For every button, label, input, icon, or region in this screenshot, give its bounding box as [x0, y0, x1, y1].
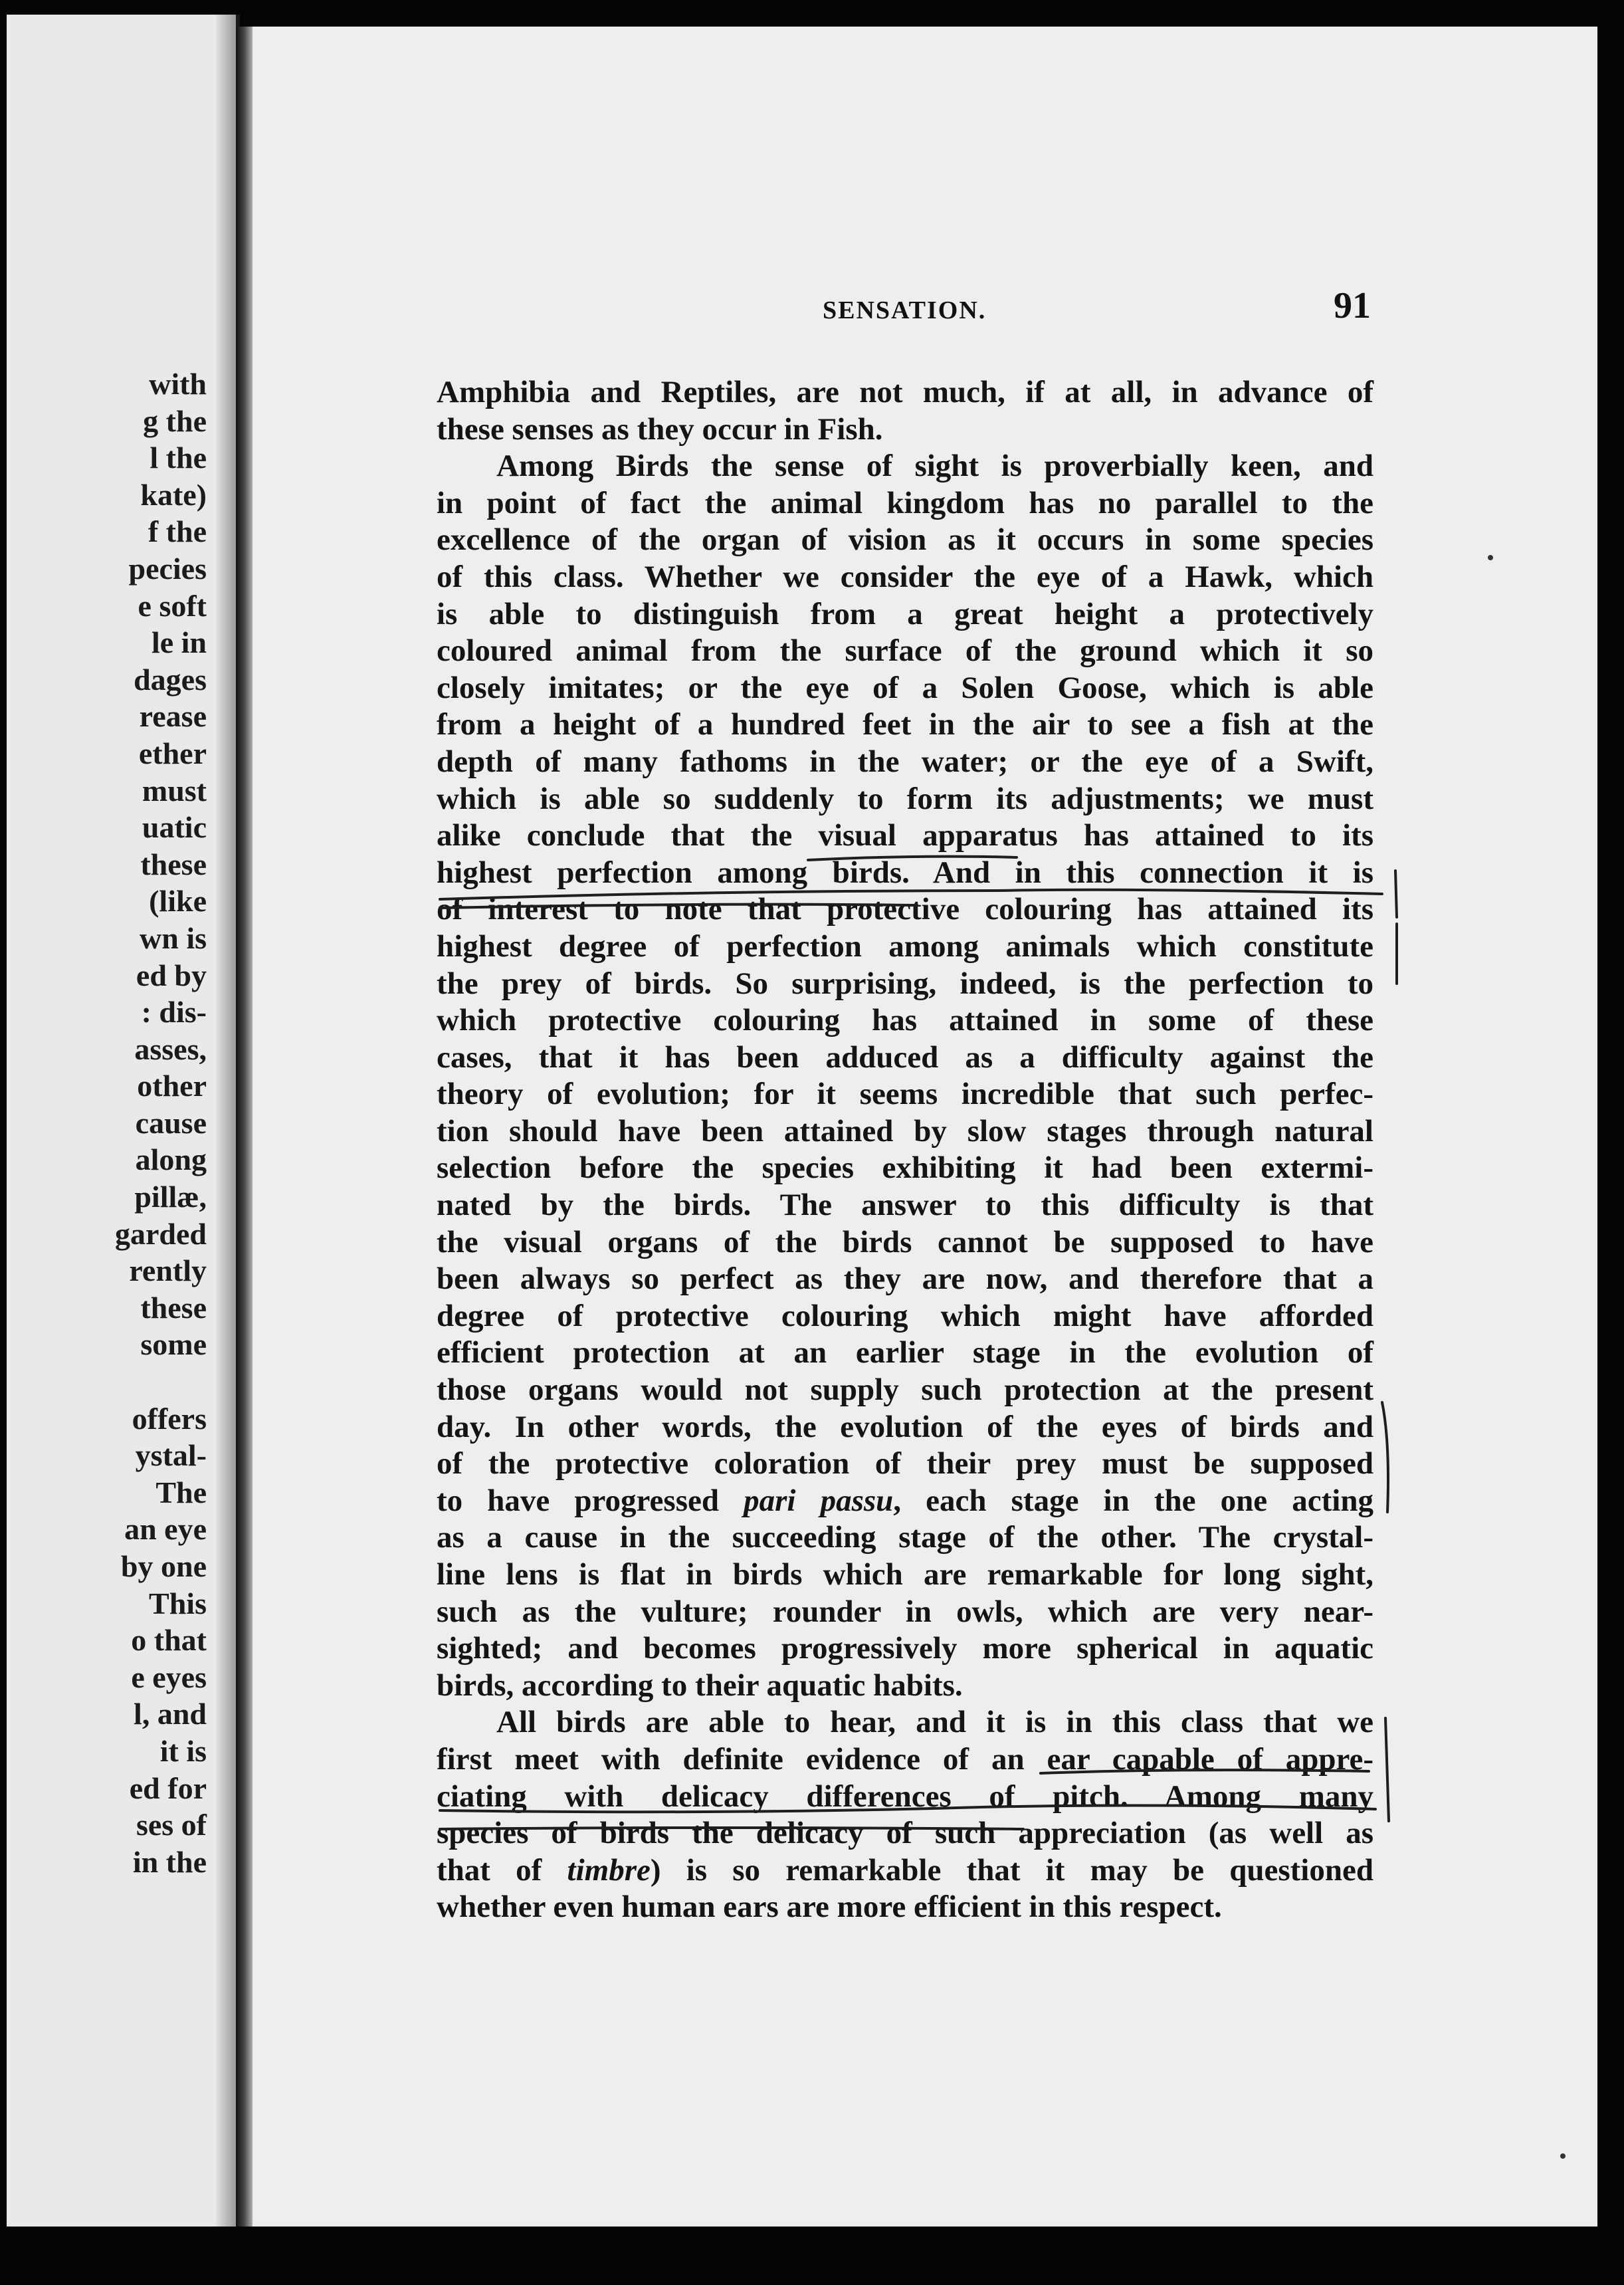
previous-page-line: rently: [129, 1253, 207, 1288]
text-line: as a cause in the succeeding stage of the other. The crystal-: [437, 1520, 1373, 1555]
previous-page-line: kate): [140, 477, 207, 512]
previous-page-line: ether: [138, 736, 207, 770]
text-line: which protective colouring has attained in some of these: [437, 1003, 1373, 1038]
text-line: day. In other words, the evolution of the eyes of birds and: [437, 1409, 1373, 1444]
text-line: highest degree of perfection among animals which constitute: [437, 928, 1373, 964]
text-line: of this class. Whether we consider the eye of a Hawk, which: [437, 559, 1373, 594]
previous-page-line: uatic: [142, 810, 207, 845]
text-line: highest perfection among birds. And in this connection it is: [437, 855, 1373, 890]
previous-page-line: l the: [150, 441, 207, 475]
scan-frame-bottom: [0, 2227, 1624, 2285]
previous-page-line: f the: [148, 514, 207, 549]
previous-page-line: by one: [120, 1549, 207, 1583]
text-line: is able to distinguish from a great height a protectively: [437, 596, 1373, 631]
previous-page-line: The: [155, 1475, 207, 1509]
text-line: [437, 1483, 1373, 1520]
text-line: those organs would not supply such protection at the present: [437, 1372, 1373, 1408]
previous-page-line: le in: [151, 625, 207, 660]
page-edge-shadow: [216, 15, 236, 2228]
text-segment: to have progressed: [437, 1483, 744, 1518]
italic-term: pari passu: [744, 1483, 894, 1518]
page-number: 91: [1334, 285, 1371, 326]
text-line: Among Birds the sense of sight is proverbially keen, and: [496, 449, 1373, 484]
text-line: degree of protective colouring which might have afforded: [437, 1298, 1373, 1333]
italic-term: timbre: [567, 1852, 651, 1888]
previous-page-strip: [7, 15, 240, 2228]
text-line: selection before the species exhibiting it had been extermi-: [437, 1150, 1373, 1186]
text-line: nated by the birds. The answer to this difficulty is that: [437, 1188, 1373, 1223]
scan-frame-top: [0, 0, 1624, 27]
scan-speck: [1560, 2153, 1566, 2159]
previous-page-line: e eyes: [131, 1660, 207, 1694]
previous-page-line: other: [137, 1069, 207, 1103]
previous-page-line: e soft: [138, 588, 207, 623]
text-line: been always so perfect as they are now, and therefore that a: [437, 1261, 1373, 1297]
previous-page-line: pillæ,: [134, 1180, 207, 1214]
text-line: tion should have been attained by slow stages through natural: [437, 1113, 1373, 1148]
text-segment: , each stage in the one acting: [893, 1483, 1373, 1518]
text-line: birds, according to their aquatic habits.: [437, 1668, 963, 1703]
previous-page-text: [115, 366, 207, 1880]
text-line: All birds are able to hear, and it is in this class that we: [496, 1705, 1373, 1740]
text-line: the prey of birds. So surprising, indeed, is the perfection to: [437, 966, 1373, 1001]
previous-page-line: these: [140, 847, 207, 881]
text-line: in point of fact the animal kingdom has no parallel to the: [437, 485, 1373, 520]
text-line: [437, 1852, 1373, 1890]
margin-bracket-4: [1385, 1718, 1389, 1821]
text-line: which is able so suddenly to form its adjustments; we must: [437, 781, 1373, 816]
book-page: [253, 27, 1597, 2227]
previous-page-line: ed for: [129, 1771, 207, 1805]
scan-speck: [1488, 555, 1493, 560]
text-line: of the protective coloration of their prey must be supposed: [437, 1446, 1373, 1481]
text-line: depth of many fathoms in the water; or the eye of a Swift,: [437, 744, 1373, 779]
previous-page-line: dages: [134, 662, 207, 697]
previous-page-line: in the: [132, 1844, 207, 1879]
text-line: such as the vulture; rounder in owls, which are very near-: [437, 1594, 1373, 1629]
text-line: theory of evolution; for it seems incredible that such perfec-: [437, 1077, 1373, 1112]
previous-page-line: must: [142, 773, 207, 808]
previous-page-line: l, and: [134, 1697, 207, 1731]
text-line: line lens is flat in birds which are remarkable for long sight,: [437, 1557, 1373, 1592]
text-line: these senses as they occur in Fish.: [437, 411, 883, 447]
previous-page-line: offers: [132, 1401, 207, 1436]
previous-page-line: This: [149, 1586, 207, 1620]
text-line: efficient protection at an earlier stage in the evolution of: [437, 1335, 1373, 1370]
text-line: from a height of a hundred feet in the air to see a fish at the: [437, 707, 1373, 742]
previous-page-line: : dis-: [141, 995, 207, 1030]
previous-page-line: wn is: [140, 921, 207, 955]
previous-page-line: along: [135, 1142, 207, 1177]
text-line: closely imitates; or the eye of a Solen Goose, which is able: [437, 670, 1373, 705]
text-line: ciating with delicacy differences of pitch. Among many: [437, 1779, 1373, 1814]
previous-page-line: ed by: [136, 958, 207, 992]
scan-frame-left: [0, 0, 7, 2285]
text-line: Amphibia and Reptiles, are not much, if at all, in advance of: [437, 375, 1373, 409]
text-line: alike conclude that the visual apparatus has attained to its: [437, 818, 1373, 853]
previous-page-line: asses,: [134, 1032, 207, 1066]
previous-page-line: ystal-: [135, 1438, 207, 1473]
text-line: cases, that it has been adduced as a difficulty against the: [437, 1039, 1373, 1075]
previous-page-line: ses of: [136, 1808, 207, 1842]
previous-page-line: g the: [143, 403, 207, 438]
running-title: SENSATION.: [823, 296, 987, 324]
text-line: of interest to note that protective colouring has attained its: [437, 892, 1373, 927]
previous-page-line: these: [140, 1290, 207, 1325]
text-segment: ) is so remarkable that it may be questioned: [650, 1852, 1373, 1888]
margin-bracket-1: [1395, 871, 1397, 917]
text-line: the visual organs of the birds cannot be supposed to have: [437, 1224, 1373, 1259]
previous-page-line: pecies: [128, 551, 207, 586]
previous-page-line: it is: [159, 1733, 207, 1768]
previous-page-line: (like: [149, 884, 207, 919]
text-line: first meet with definite evidence of an ear capable of appre-: [437, 1741, 1373, 1777]
previous-page-line: rease: [139, 699, 207, 734]
previous-page-line: with: [149, 367, 207, 401]
margin-bracket-3: [1382, 1402, 1388, 1512]
previous-page-line: [115, 1363, 207, 1400]
previous-page-line: an eye: [124, 1512, 207, 1547]
previous-page-line: o that: [131, 1623, 207, 1658]
text-line: whether even human ears are more efficient in this respect.: [437, 1890, 1222, 1925]
page-body-text: [437, 374, 1373, 1926]
text-line: sighted; and becomes progressively more spherical in aquatic: [437, 1631, 1373, 1666]
previous-page-line: cause: [135, 1105, 207, 1140]
previous-page-line: some: [140, 1327, 207, 1362]
text-segment: that of: [437, 1852, 567, 1888]
previous-page-line: garded: [115, 1216, 207, 1251]
text-line: excellence of the organ of vision as it occurs in some species: [437, 522, 1373, 558]
scan-frame-right: [1597, 0, 1624, 2285]
text-line: species of birds the delicacy of such appreciation (as well as: [437, 1816, 1373, 1851]
text-line: coloured animal from the surface of the ground which it so: [437, 633, 1373, 669]
